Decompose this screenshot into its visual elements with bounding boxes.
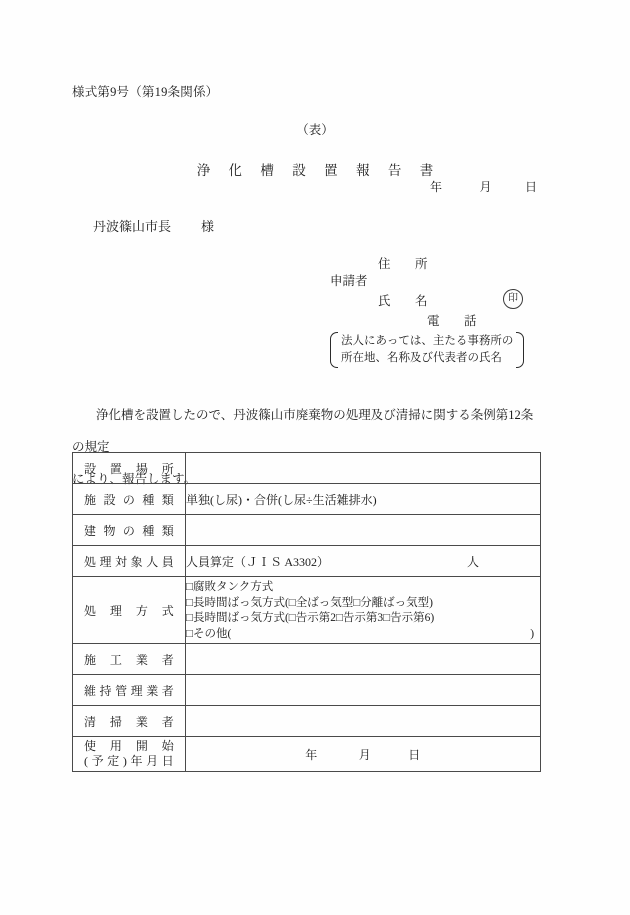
row-value-maintenance-provider[interactable] (186, 675, 541, 706)
table-row (73, 453, 541, 484)
addressee-office: 丹波篠山市長 (93, 219, 172, 234)
table-row (73, 484, 541, 515)
addressee (93, 216, 214, 235)
applicant-name-label: 氏 名 (378, 294, 434, 308)
table-row (73, 546, 541, 577)
body-paragraph-line1: 浄化槽を設置したので、丹波篠山市廃棄物の処理及び清掃に関する条例第12条の規定 (72, 408, 534, 454)
checkbox-option-extended-aeration[interactable]: □長時間ばっ気方式(□全ばっ気型□分離ばっ気型) (186, 596, 433, 609)
row-value-installation-site[interactable] (186, 453, 541, 484)
row-value-use-start-date[interactable] (186, 737, 541, 772)
submission-date-day: 日 (525, 180, 538, 194)
row-value-treatment-method (186, 577, 541, 644)
row-label-installation-site: 設置場所 (73, 453, 186, 484)
addressee-honorific: 様 (201, 219, 215, 234)
table-row (73, 644, 541, 675)
checkbox-option-other[interactable]: □その他( ) (186, 627, 535, 640)
row-label-building-type: 建物の種類 (73, 515, 186, 546)
table-row (73, 675, 541, 706)
checkbox-option-septic-tank[interactable]: □腐敗タンク方式 (186, 581, 274, 593)
row-label-maintenance-provider: 維持管理業者 (73, 675, 186, 706)
row-value-facility-type[interactable]: 単独(し尿)・合併(し尿÷生活雑排水) (186, 484, 541, 515)
submission-date-line (430, 178, 538, 195)
side-marker: （表） (296, 123, 334, 137)
table-row (73, 737, 541, 772)
seal-icon: 印 (503, 289, 523, 309)
installation-details-table (72, 452, 541, 772)
applicant-address-label: 住 所 (378, 257, 434, 271)
submission-date-year: 年 (430, 180, 443, 194)
population-unit: 人 (467, 554, 480, 569)
row-label-facility-type: 施設の種類 (73, 484, 186, 515)
table-row (73, 577, 541, 644)
row-value-building-type[interactable] (186, 515, 541, 546)
applicant-tel-label: 電 話 (427, 314, 483, 328)
table-row (73, 515, 541, 546)
corporate-note (330, 332, 524, 368)
form-number: 様式第9号（第19条関係） (72, 85, 219, 99)
submission-date-month: 月 (479, 180, 493, 194)
row-value-cleaning-provider[interactable] (186, 706, 541, 737)
page-title: 浄 化 槽 設 置 報 告 書 (196, 163, 441, 178)
use-start-month: 月 (358, 747, 372, 762)
applicant-group-label: 申請者 (330, 274, 368, 288)
corporate-note-line1: 法人にあっては、主たる事務所の (341, 335, 514, 347)
row-label-target-population: 処理対象人員 (73, 546, 186, 577)
row-value-target-population[interactable] (186, 546, 541, 577)
bracket-left (330, 332, 338, 368)
bracket-right (516, 332, 524, 368)
table-row (73, 706, 541, 737)
corporate-note-line2: 所在地、名称及び代表者の氏名 (341, 352, 502, 364)
body-paragraph-line2: により、報告します。 (72, 472, 197, 486)
row-label-contractor: 施工業者 (73, 644, 186, 675)
population-calc-label: 人員算定（ＪＩＳ A3302） (186, 554, 330, 569)
row-label-cleaning-provider: 清掃業者 (73, 706, 186, 737)
row-label-use-start-date: 使用開始 (予定)年月日 (73, 737, 186, 772)
use-start-year: 年 (305, 747, 318, 762)
checkbox-option-extended-aeration-notice[interactable]: □長時間ばっ気方式(□告示第2□告示第3□告示第6) (186, 612, 435, 624)
row-value-contractor[interactable] (186, 644, 541, 675)
row-label-treatment-method: 処理方式 (73, 577, 186, 644)
use-start-day: 日 (408, 747, 421, 762)
